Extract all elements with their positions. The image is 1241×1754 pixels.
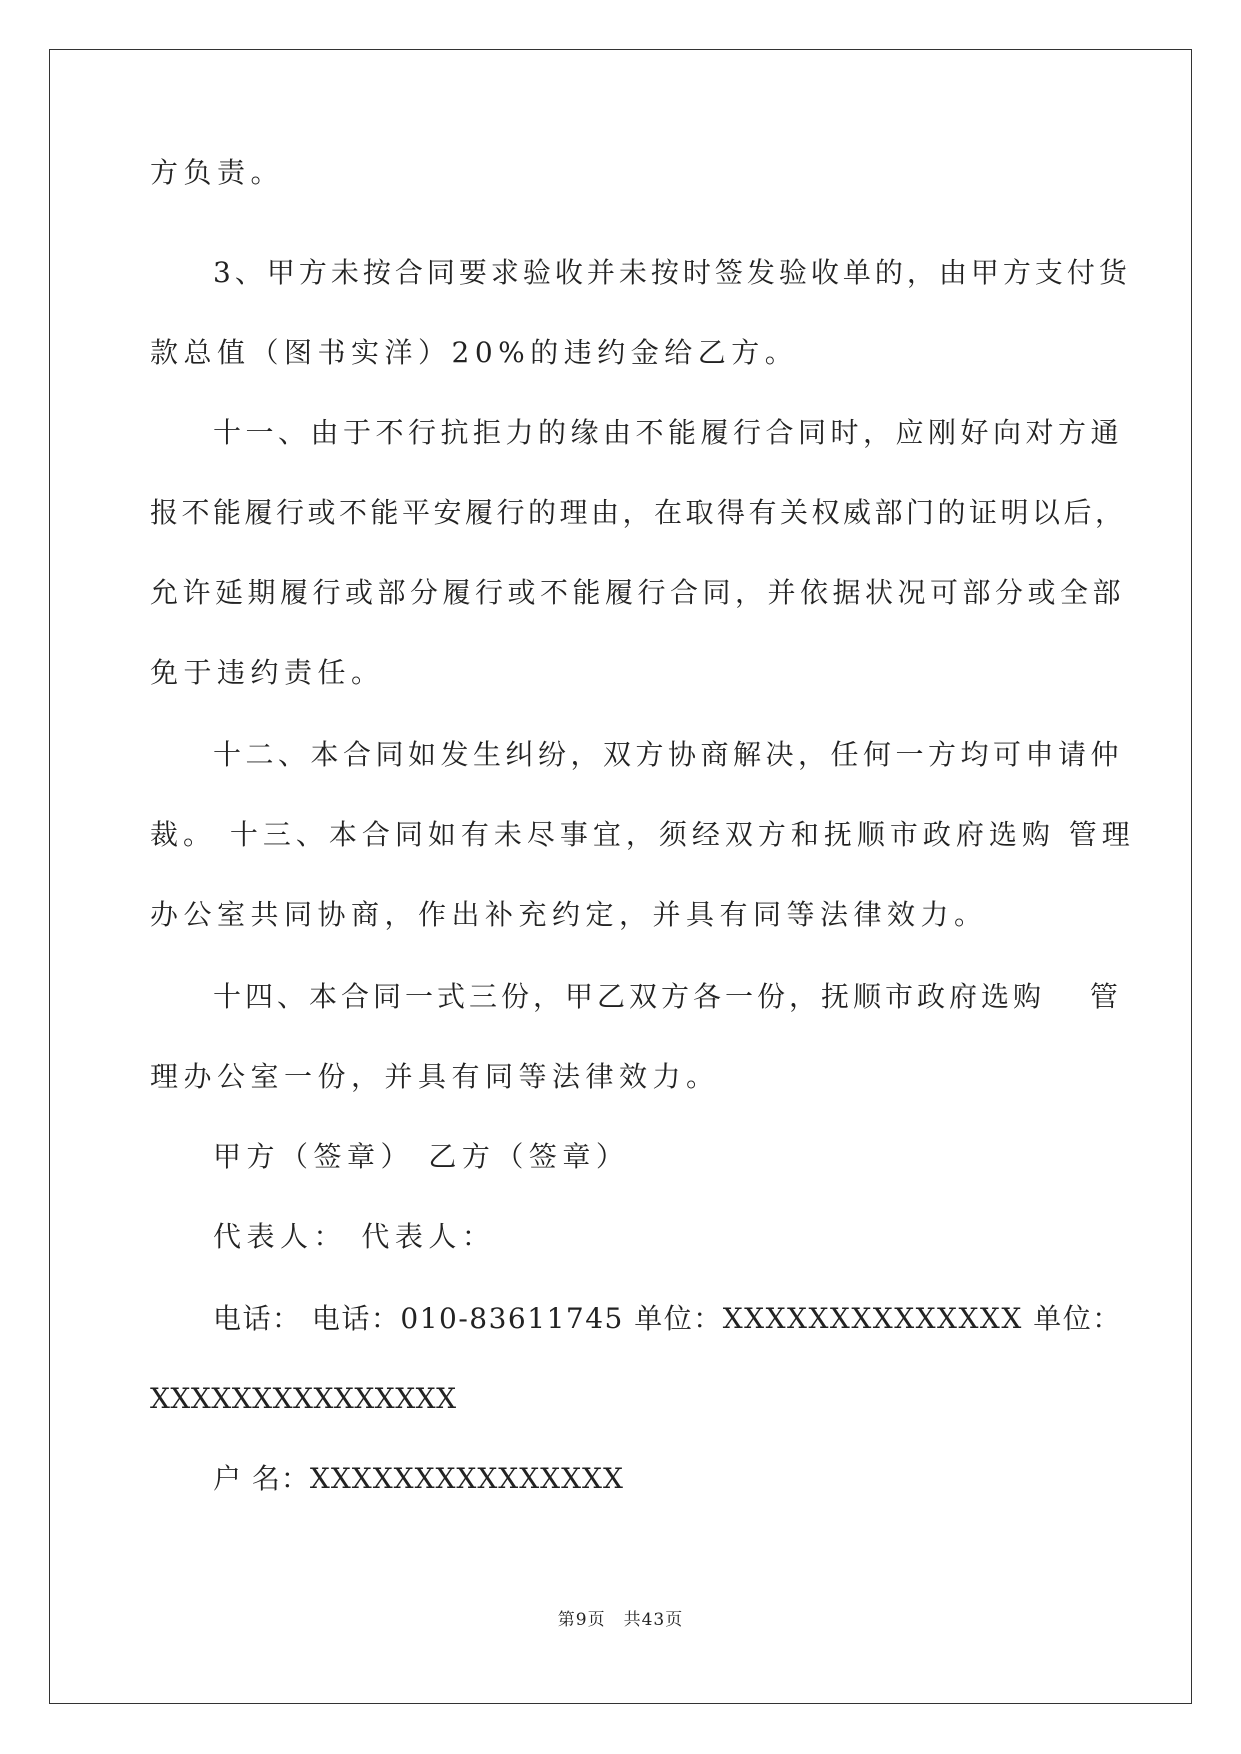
text-line: 方负责。: [150, 156, 285, 189]
text-line: 十一、由于不行抗拒力的缘由不能履行合同时，应刚好向对方通: [213, 416, 1124, 449]
text-line: 报不能履行或不能平安履行的理由，在取得有关权威部门的证明以后，: [150, 496, 1127, 529]
account-name-line: 户 名：XXXXXXXXXXXXXXX: [213, 1462, 624, 1495]
text-line: 款总值（图书实洋）20%的违约金给乙方。: [150, 336, 799, 369]
signature-line: 甲方（签章） 乙方（签章）: [213, 1140, 630, 1173]
text-line: 允许延期履行或部分履行或不能履行合同，并依据状况可部分或全部: [150, 576, 1126, 609]
text-line: 3、甲方未按合同要求验收并未按时签发验收单的，由甲方支付货: [213, 256, 1131, 289]
text-line: 裁。 十三、本合同如有未尽事宜，须经双方和抚顺市政府选购 管理: [150, 818, 1135, 851]
text-line: 十四、本合同一式三份，甲乙双方各一份，抚顺市政府选购 管: [213, 980, 1122, 1013]
contact-line: 电话： 电话：010-83611745 单位：XXXXXXXXXXXXXX 单位：: [213, 1302, 1122, 1335]
page-number: 第9页 共43页: [557, 1610, 684, 1630]
text-line: 办公室共同协商，作出补充约定，并具有同等法律效力。: [150, 898, 988, 931]
page-border: [49, 49, 1192, 1704]
text-line: 理办公室一份，并具有同等法律效力。: [150, 1060, 720, 1093]
representative-line: 代表人： 代表人：: [213, 1220, 496, 1253]
text-line: 十二、本合同如发生纠纷，双方协商解决，任何一方均可申请仲: [213, 738, 1124, 771]
contact-line-cont: XXXXXXXXXXXXXXX: [150, 1382, 457, 1415]
text-line: 免于违约责任。: [150, 656, 385, 689]
